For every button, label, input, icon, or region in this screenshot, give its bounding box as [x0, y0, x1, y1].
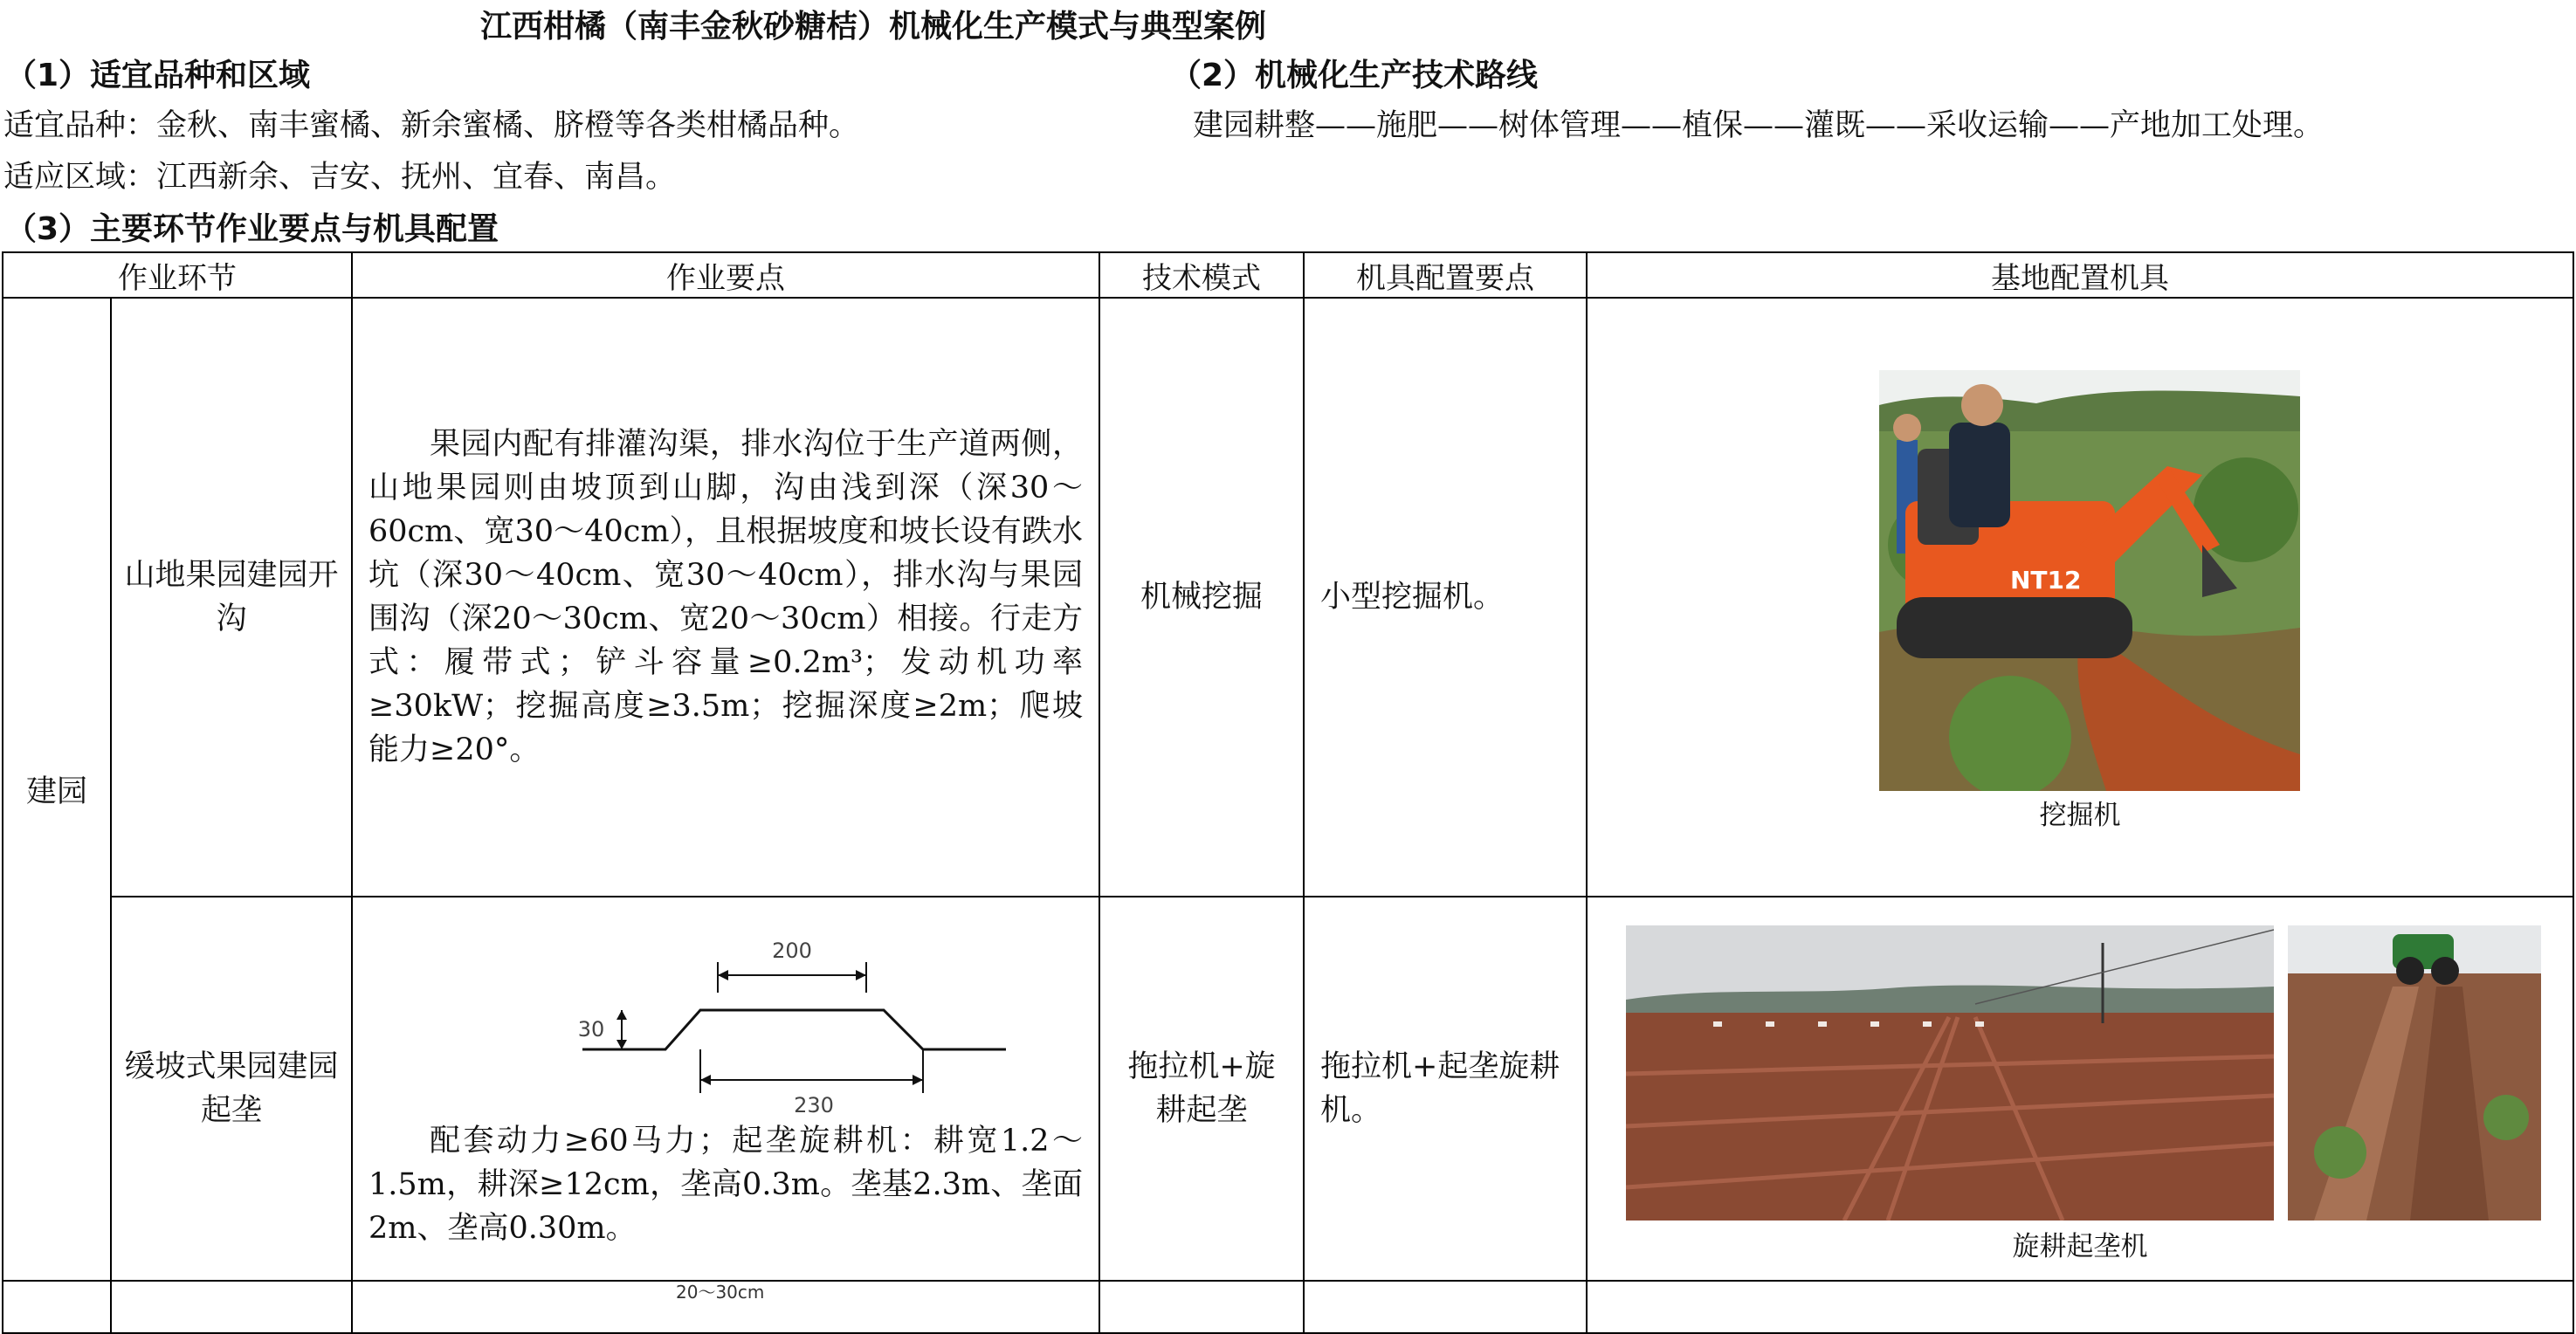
- equipment-photo-cell: [1587, 298, 2573, 897]
- ridge-base-width-label: 230: [794, 1093, 834, 1117]
- table-row: [3, 1281, 2573, 1333]
- sub-stage-cell: 山地果园建园开沟: [111, 298, 352, 897]
- equipment-requirement-cell: 拖拉机+起垄旋耕机。: [1304, 897, 1587, 1281]
- page-title: 江西柑橘（南丰金秋砂糖桔）机械化生产模式与典型案例: [479, 9, 1266, 45]
- table-row: [3, 298, 2573, 897]
- equipment-requirement-cell: [1304, 1281, 1587, 1333]
- tech-mode-cell: [1099, 1281, 1304, 1333]
- suitable-regions-text: 适应区域：江西新余、吉安、抚州、宜春、南昌。: [3, 160, 677, 195]
- table-row: [3, 897, 2573, 1281]
- table-header-row: [3, 252, 2573, 298]
- ridge-height-label: 30: [577, 1017, 605, 1042]
- header-equipment-requirements: 机具配置要点: [1304, 252, 1587, 298]
- equipment-requirement-cell: 小型挖掘机。: [1304, 298, 1587, 897]
- suitable-varieties-text: 适宜品种：金秋、南丰蜜橘、新余蜜橘、脐橙等各类柑橘品种。: [3, 108, 860, 143]
- sub-stage-cell: 缓坡式果园建园起垄: [111, 897, 352, 1281]
- ridge-profile-diagram: [368, 927, 1085, 1119]
- section-heading-operations: （3）主要环节作业要点与机具配置: [5, 211, 499, 247]
- header-tech-mode: 技术模式: [1099, 252, 1304, 298]
- key-points-cell: [352, 1281, 1099, 1333]
- header-base-equipment: 基地配置机具: [1587, 252, 2573, 298]
- equipment-photo-cell: [1587, 1281, 2573, 1333]
- photo-caption: 挖掘机: [2039, 799, 2121, 831]
- ridged-field-photo: [1626, 925, 2274, 1221]
- category-cell: 建园: [3, 298, 111, 1281]
- section-heading-tech-route: （2）机械化生产技术路线: [1170, 58, 1539, 93]
- tech-mode-cell: 拖拉机+旋耕起垄: [1099, 897, 1304, 1281]
- tech-route-text: 建园耕整——施肥——树体管理——植保——灌既——采收运输——产地加工处理。: [1193, 108, 2325, 143]
- tech-mode-cell: 机械挖掘: [1099, 298, 1304, 897]
- rotary-ridger-photo: [2288, 925, 2541, 1221]
- key-points-text: 果园内配有排灌沟渠，排水沟位于生产道两侧，山地果园则由坡顶到山脚，沟由浅到深（深30～60cm、宽30～40cm），且根据坡度和坡长设有跌水坑（深30～40cm、宽30～40cm），排水沟与果园围沟（深20～30cm、宽20～30cm）相接。行走方式：履带式；铲斗容量≥0.2m³；发动机功率≥30kW；挖掘高度≥3.5m；挖掘深度≥2m；爬坡能力≥20°。: [368, 427, 1083, 767]
- sub-stage-cell: [111, 1281, 352, 1333]
- header-key-points: 作业要点: [352, 252, 1099, 298]
- category-cell: [3, 1281, 111, 1333]
- key-points-text: 配套动力≥60马力；起垄旋耕机：耕宽1.2～1.5m，耕深≥12cm，垄高0.3m。垄基2.3m、垄面2m、垄高0.30m。: [368, 1124, 1083, 1246]
- operations-table: [2, 251, 2574, 1334]
- equipment-photo-cell: [1587, 897, 2573, 1281]
- key-points-cell: [352, 298, 1099, 897]
- ridge-top-width-label: 200: [772, 939, 812, 963]
- trench-width-label: 20～30cm: [676, 1282, 765, 1303]
- section-heading-varieties-regions: （1）适宜品种和区域: [5, 58, 311, 93]
- header-operation-stage: 作业环节: [3, 252, 352, 298]
- excavator-photo: [1879, 370, 2300, 791]
- photo-caption: 旋耕起垄机: [2012, 1230, 2148, 1262]
- key-points-cell: [352, 897, 1099, 1281]
- excavator-model-label: NT12: [2010, 565, 2082, 595]
